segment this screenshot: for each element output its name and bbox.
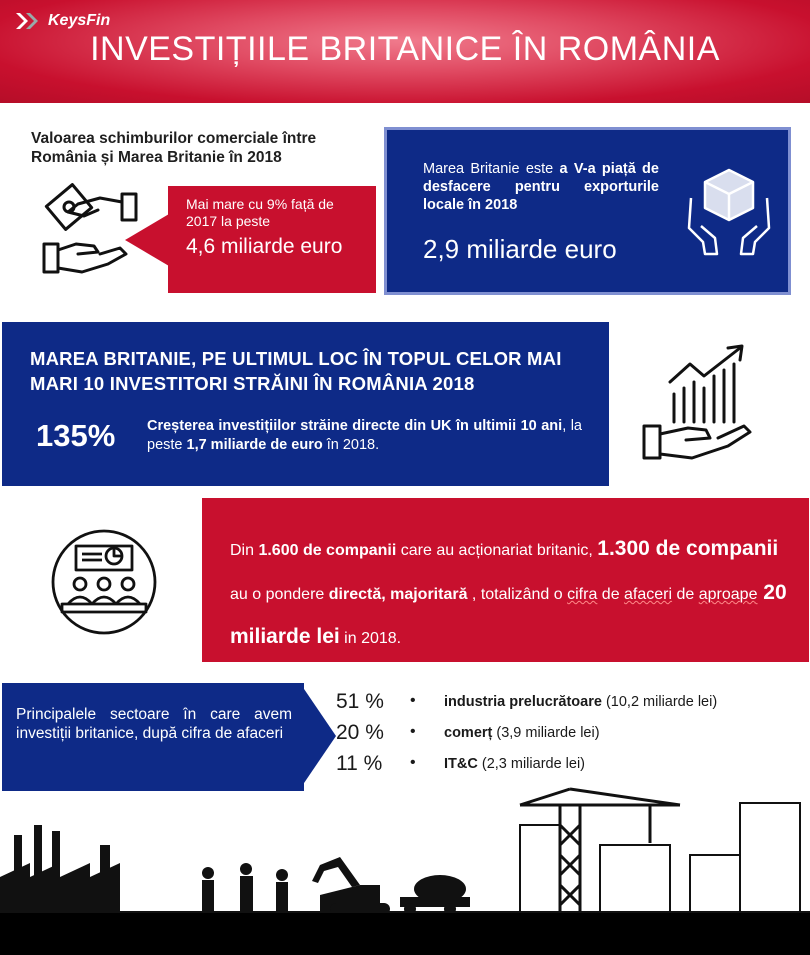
companies-t7: afaceri (624, 586, 673, 603)
sector-name: comerț (444, 725, 493, 741)
investors-panel (2, 322, 609, 486)
companies-b4: 20 miliarde lei (230, 581, 787, 648)
trade-growth-text: Mai mare cu 9% față de 2017 la peste (186, 196, 334, 229)
companies-t2: care au acționariat britanic, (396, 542, 598, 559)
sectors-pointer (302, 686, 336, 786)
sector-row-1 (336, 690, 796, 720)
bullet: • (410, 754, 416, 771)
brand-chevron-icon (14, 11, 42, 31)
sector-name: IT&C (444, 756, 478, 772)
desc-bold-1: Creșterea investițiilor străine directe din UK în ultimii 10 ani (147, 418, 563, 434)
companies-t10: in 2018. (339, 630, 402, 647)
investors-title: MAREA BRITANIE, PE ULTIMUL LOC ÎN TOPUL CELOR MAI MARI 10 INVESTITORI STRĂINI ÎN ROMÂNIA 2018 (30, 348, 562, 394)
sector-detail: (2,3 miliarde lei) (477, 756, 586, 772)
sector-label (444, 694, 717, 710)
export-text (423, 160, 659, 214)
companies-text (230, 528, 790, 660)
companies-t9: aproape (698, 586, 758, 603)
trade-amount: 4,6 miliarde euro (186, 235, 343, 258)
sector-row-3 (336, 752, 796, 782)
page-title: INVESTIȚIILE BRITANICE ÎN ROMÂNIA (90, 30, 720, 68)
export-panel (384, 127, 791, 295)
growth-chart-hand-icon (640, 342, 760, 464)
sector-detail: (10,2 miliarde lei) (601, 694, 718, 710)
companies-t5: cifra (567, 586, 598, 603)
meeting-presentation-icon (50, 528, 158, 636)
sector-detail: (3,9 miliarde lei) (492, 725, 600, 741)
sectors-panel (2, 683, 304, 791)
sector-percent: 11 % (336, 752, 383, 775)
trade-heading: Valoarea schimburilor comerciale între România și Marea Britanie în 2018 (31, 130, 317, 166)
companies-b3: directă, majoritară (328, 586, 468, 603)
companies-t8: de (672, 586, 699, 603)
footer-bar (0, 913, 810, 955)
bullet: • (410, 692, 416, 709)
industrial-skyline-illustration (0, 785, 810, 915)
sector-percent: 51 % (336, 690, 384, 713)
brand-name: KeysFin (48, 12, 111, 29)
callout-pointer (125, 214, 169, 266)
sector-row-2 (336, 721, 796, 751)
export-text-highlight: a V-a piață de desfacere pentru exporturile locale în 2018 (423, 161, 659, 213)
desc-bold-2: 1,7 miliarde de euro (186, 437, 323, 453)
sectors-intro: Principalele sectoare în care avem investiții britanice, după cifra de afaceri (16, 706, 292, 742)
investment-growth-percent: 135% (36, 418, 116, 453)
trade-callout (168, 186, 376, 293)
bullet: • (410, 723, 416, 740)
desc-mid: , la peste (147, 418, 582, 453)
companies-panel (202, 498, 809, 662)
sector-label (444, 725, 600, 741)
export-text-start: Marea Britanie este (423, 161, 560, 177)
desc-end: în 2018. (322, 437, 380, 453)
investment-growth-desc (147, 417, 582, 455)
companies-t1: Din (230, 542, 259, 559)
companies-t6: de (597, 586, 625, 603)
companies-t3: au o pondere (230, 586, 329, 603)
sector-name: industria prelucrătoare (444, 694, 602, 710)
export-amount: 2,9 miliarde euro (423, 234, 617, 264)
sector-label (444, 756, 585, 772)
companies-b1: 1.600 de companii (258, 542, 397, 559)
package-hands-icon (683, 164, 775, 260)
sector-percent: 20 % (336, 721, 384, 744)
companies-b2: 1.300 de companii (597, 537, 779, 560)
companies-t4: , totalizând o (467, 586, 568, 603)
